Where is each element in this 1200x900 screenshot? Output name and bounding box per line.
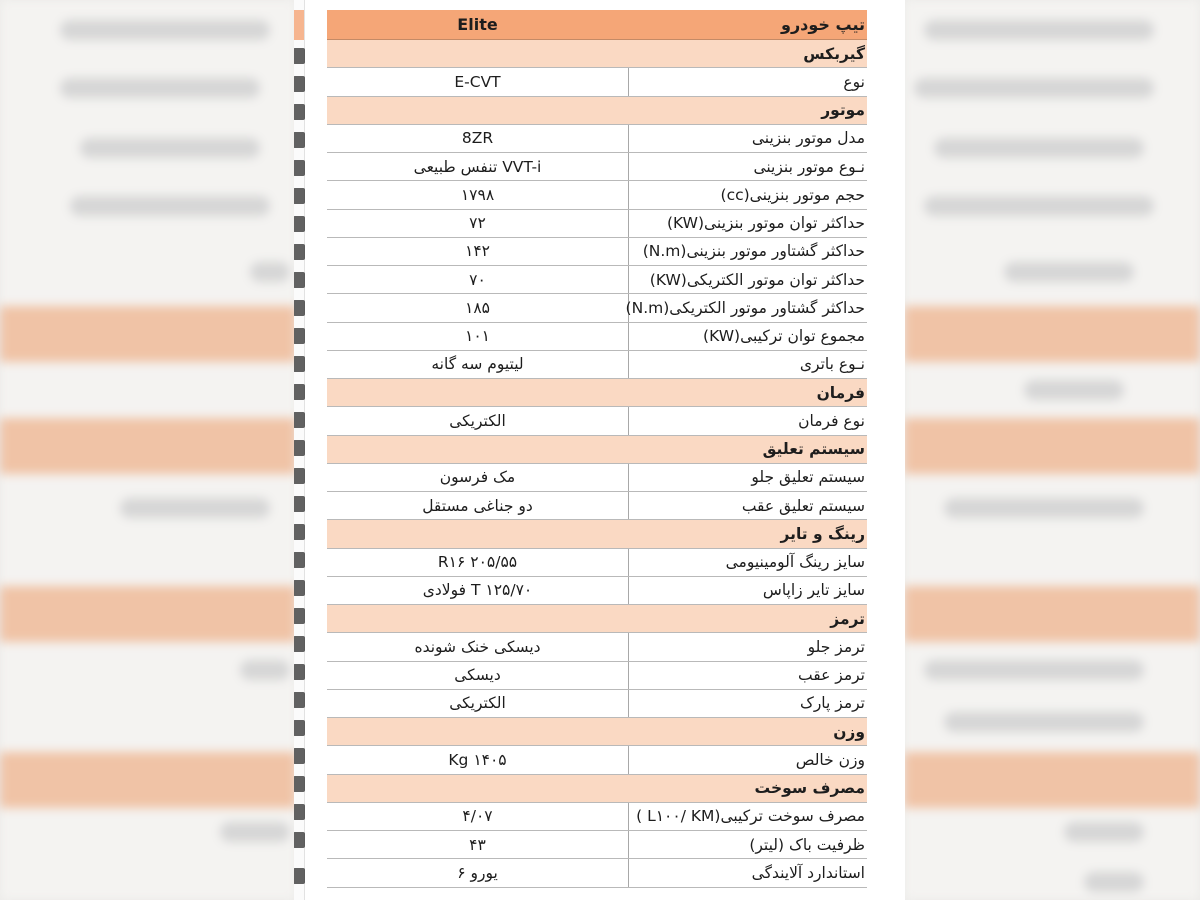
spec-row (327, 181, 867, 209)
spec-value: یورو ۶ (457, 863, 498, 882)
spec-value: ۱۸۵ (465, 298, 490, 317)
spec-label: نوع (628, 68, 867, 95)
section-title: مصرف سوخت (754, 779, 865, 798)
spec-label: حداکثر توان موتور بنزینی(KW) (628, 210, 867, 237)
spec-row (327, 323, 867, 351)
spec-value: دو جناغی مستقل (422, 496, 533, 515)
spec-label: حداکثر گشتاور موتور الکتریکی(N.m) (628, 294, 867, 321)
section-title: سیستم تعلیق (762, 440, 865, 459)
section-title: گیربکس (803, 44, 865, 63)
spec-value: الکتریکی (449, 411, 506, 430)
spec-row (327, 125, 867, 153)
section-header (327, 605, 867, 633)
spec-value: ۱۴۰۵ Kg (448, 750, 507, 769)
section-header (327, 379, 867, 407)
spec-value: ۱۷۹۸ (460, 185, 495, 204)
blurred-left-panel (0, 0, 296, 900)
spec-table-body (327, 40, 867, 888)
spec-label: سیستم تعلیق عقب (628, 492, 867, 519)
spec-label: ترمز پارک (628, 690, 867, 717)
spec-value: ۱۰۱ (465, 327, 490, 346)
spec-value: ۷۰ (469, 270, 486, 289)
spec-row (327, 690, 867, 718)
spec-label: ظرفیت باک (لیتر) (628, 831, 867, 858)
spec-value: ۴۳ (469, 835, 486, 854)
spec-label: مصرف سوخت ترکیبی(L۱۰۰/ KM ) (628, 803, 867, 830)
spec-label: وزن خالص (628, 746, 867, 773)
spec-row (327, 464, 867, 492)
spec-value: ۱۴۲ (465, 242, 490, 261)
section-header (327, 520, 867, 548)
spec-label: نـوع موتور بنزینی (628, 153, 867, 180)
spec-label: ترمز جلو (628, 633, 867, 660)
spec-label: نـوع باتری (628, 351, 867, 378)
spec-row (327, 351, 867, 379)
spec-table-header (327, 10, 867, 40)
spec-row (327, 549, 867, 577)
spec-row (327, 210, 867, 238)
spec-row (327, 68, 867, 96)
spec-row (327, 831, 867, 859)
spec-label: حجم موتور بنزینی(cc) (628, 181, 867, 208)
section-header (327, 775, 867, 803)
spec-value: لیتیوم سه گانه (431, 355, 524, 374)
header-label: تیپ خودرو (781, 15, 865, 34)
spec-value: VVT-i تنفس طبیعی (413, 157, 542, 176)
section-title: موتور (821, 101, 865, 120)
spec-row (327, 577, 867, 605)
spec-label: سایز تایر زاپاس (628, 577, 867, 604)
section-title: فرمان (816, 383, 865, 402)
spec-value: الکتریکی (449, 694, 506, 713)
spec-label: سیستم تعلیق جلو (628, 464, 867, 491)
spec-value: ۷۲ (469, 214, 486, 233)
section-header (327, 40, 867, 68)
spec-row (327, 492, 867, 520)
spec-value: مک فرسون (439, 468, 516, 487)
section-title: وزن (833, 722, 865, 741)
spec-row (327, 633, 867, 661)
spec-row (327, 859, 867, 887)
spec-label: حداکثر توان موتور الکتریکی(KW) (628, 266, 867, 293)
section-header (327, 436, 867, 464)
spec-label: مدل موتور بنزینی (628, 125, 867, 152)
spec-row (327, 407, 867, 435)
spec-row (327, 294, 867, 322)
previous-page-edge (294, 0, 305, 900)
spec-row (327, 153, 867, 181)
spec-label: سایز رینگ آلومینیومی (628, 549, 867, 576)
spec-row (327, 746, 867, 774)
spec-row (327, 803, 867, 831)
spec-value: ۲۰۵/۵۵ R۱۶ (437, 553, 518, 572)
section-title: ترمز (830, 609, 865, 628)
spec-label: ترمز عقب (628, 662, 867, 689)
spec-label: نوع فرمان (628, 407, 867, 434)
header-value: Elite (457, 15, 498, 34)
section-header (327, 718, 867, 746)
spec-row (327, 238, 867, 266)
spec-value: دیسکی خنک شونده (414, 637, 541, 656)
section-title: رینگ و تایر (780, 524, 865, 543)
spec-label: استاندارد آلایندگی (628, 859, 867, 886)
spec-label: حداکثر گشتاور موتور بنزینی(N.m) (628, 238, 867, 265)
spec-row (327, 266, 867, 294)
spec-value: E-CVT (454, 72, 501, 91)
spec-label: مجموع توان ترکیبی(KW) (628, 323, 867, 350)
spec-table (327, 10, 867, 888)
spec-value: 8ZR (461, 129, 494, 148)
spec-value: ۴/۰۷ (462, 807, 493, 826)
spec-value: T ۱۲۵/۷۰ فولادی (422, 581, 533, 600)
blurred-right-panel (904, 0, 1200, 900)
section-header (327, 97, 867, 125)
spec-value: دیسکی (454, 666, 501, 685)
spec-row (327, 662, 867, 690)
